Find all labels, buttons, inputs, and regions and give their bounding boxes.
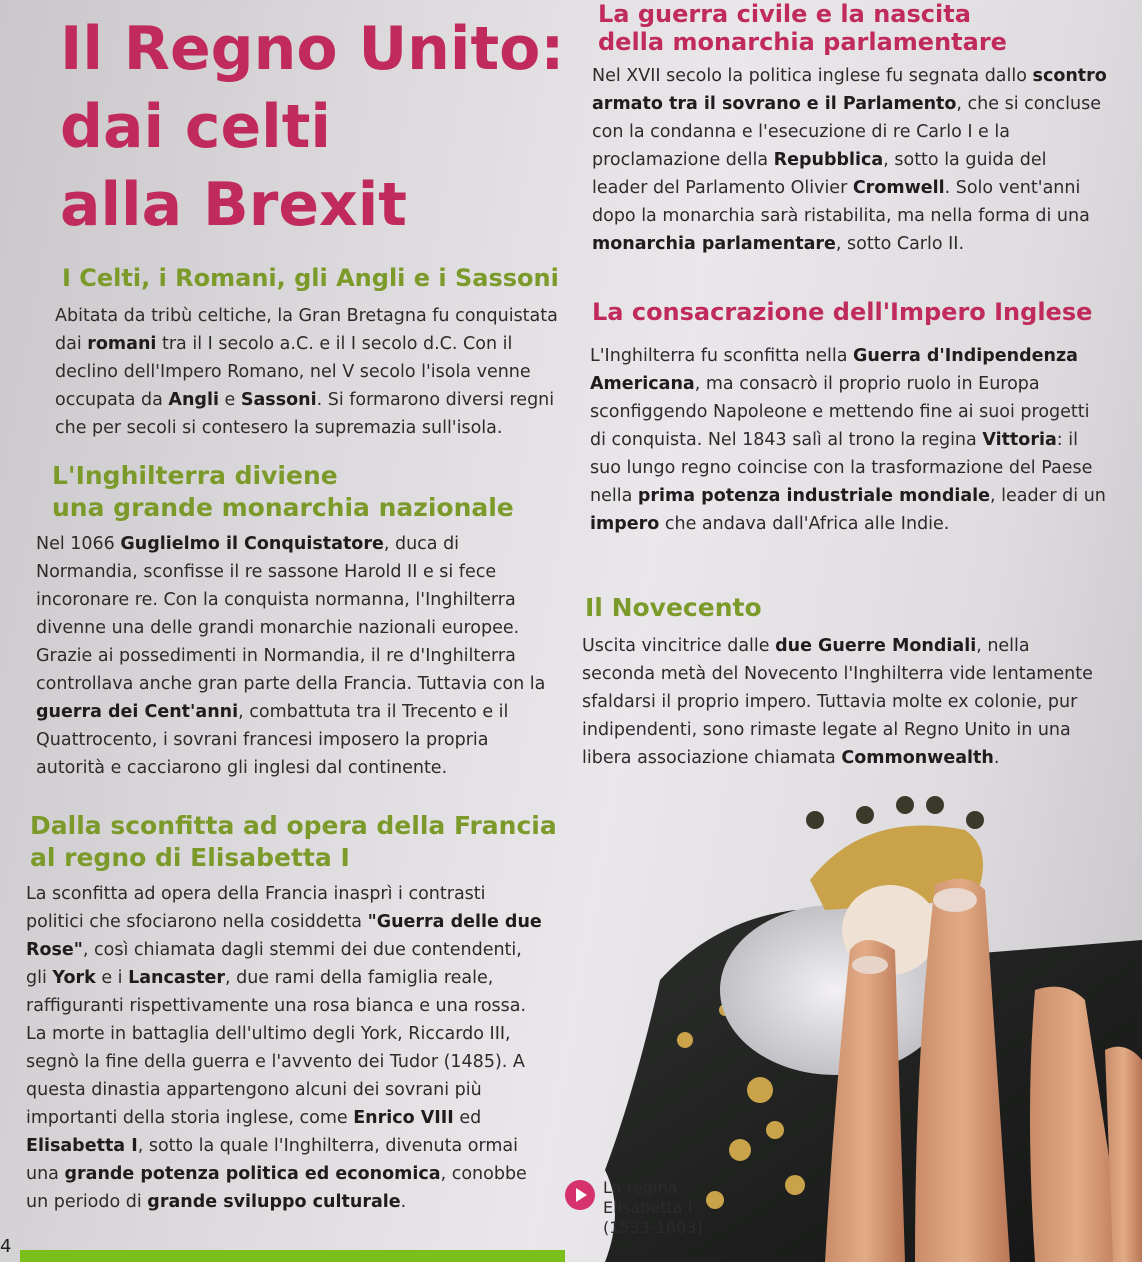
- heading-elisabetta: Dalla sconfitta ad opera della Francia al regno di Elisabetta I: [30, 811, 557, 872]
- textbook-page: Il Regno Unito: dai celti alla Brexit I Celti, i Romani, gli Angli e i Sassoni Abitata da tribù celtiche, la Gran Bretagna fu conquistata dai romani tra il I secolo a.C. e il I secolo d.C. Con il declino dell'Impero Romano, nel V secolo l'isola venne occupata da Angli e Sassoni. Si formarono diversi regni che per secoli si contesero la supremazia sull'isola. L'Inghilterra diviene una grande monarchia nazionale Nel 1066 Guglielmo il Conquistatore, duca di Normandia, sconfisse il re sassone Harold II e si fece incoronare re. Con la conquista normanna, l'Inghilterra divenne una delle grandi monarchie nazionali europee. Grazie ai possedimenti in Normandia, il re d'Inghilterra controllava anche gran parte della Francia. Tuttavia con la guerra dei Cent'anni, combattuta tra il Trecento e il Quattrocento, i sovrani francesi imposero la propria autorità e cacciarono gli inglesi dal continente. Dalla sconfitta ad opera della Francia al regno di Elisabetta I La sconfitta ad opera della Francia inasprì i contrasti politici che sfociarono nella cosiddetta "Guerra delle due Rose", così chiamata dagli stemmi dei due contendenti, gli York e i Lancaster, due rami della famiglia reale, raffiguranti rispettivamente una rosa bianca e una rossa. La morte in battaglia dell'ultimo degli York, Riccardo III, segnò la fine della guerra e l'avvento dei Tudor (1485). A questa dinastia appartengono alcuni dei sovrani più importanti della storia inglese, come Enrico VIII ed Elisabetta I, sotto la quale l'Inghilterra, divenuta ormai una grande potenza politica ed economica, conobbe un periodo di grande sviluppo culturale. La guerra civile e la nascita della monarchia parlamentare Nel XVII secolo la politica inglese fu segnata dallo scontro armato tra il sovrano e il Parlamento, che si concluse con la condanna e l'esecuzione di re Carlo I e la proclamazione della Repubblica, sotto la guida del leader del Parlamento Olivier Cromwell. Solo vent'anni dopo la monarchia sarà ristabilita, ma nella forma di una monarchia parlamentare, sotto Carlo II. La consacrazione dell'Impero Inglese L'Inghilterra fu sconfitta nella Guerra d'Indipendenza Americana, ma consacrò il proprio ruolo in Europa sconfiggendo Napoleone e mettendo fine ai suoi progetti di conquista. Nel 1843 salì al trono la regina Vittoria: il suo lungo regno coincise con la trasformazione del Paese nella prima potenza industriale mondiale, leader di un impero che andava dall'Africa alle Indie. Il Novecento Uscita vincitrice dalle due Guerre Mondiali, nella seconda metà del Novecento l'Inghilterra vide lentamente sfaldarsi il proprio impero. Tuttavia molte ex colonie, pur indipendenti, sono rimaste legate al Regno Unito in una libera associazione chiamata Commonwealth. La regina Elisabetta I (1533-1603) 4: [0, 0, 1142, 1262]
- footer-bar: [20, 1250, 565, 1262]
- paragraph-elisabetta: La sconfitta ad opera della Francia inasprì i contrasti politici che sfociarono nella cosiddetta "Guerra delle due Rose", così chiamata dagli stemmi dei due contendenti, gli York e i Lancaster, due rami della famiglia reale, raffiguranti rispettivamente una rosa bianca e una rossa. La morte in battaglia dell'ultimo degli York, Riccardo III, segnò la fine della guerra e l'avvento dei Tudor (1485). A questa dinastia appartengono alcuni dei sovrani più importanti della storia inglese, come Enrico VIII ed Elisabetta I, sotto la quale l'Inghilterra, divenuta ormai una grande potenza politica ed economica, conobbe un periodo di grande sviluppo culturale.: [26, 884, 542, 1212]
- paragraph-guerra-civile: Nel XVII secolo la politica inglese fu segnata dallo scontro armato tra il sovrano e il Parlamento, che si concluse con la condanna e l'esecuzione di re Carlo I e la proclamazione della Repubblica, sotto la guida del leader del Parlamento Olivier Cromwell. Solo vent'anni dopo la monarchia sarà ristabilita, ma nella forma di una monarchia parlamentare, sotto Carlo II.: [592, 66, 1107, 254]
- paragraph-novecento: Uscita vincitrice dalle due Guerre Mondiali, nella seconda metà del Novecento l'Inghilterra vide lentamente sfaldarsi il proprio impero. Tuttavia molte ex colonie, pur indipendenti, sono rimaste legate al Regno Unito in una libera associazione chiamata Commonwealth.: [582, 636, 1093, 768]
- page-title: Il Regno Unito: dai celti alla Brexit: [60, 14, 565, 240]
- heading-impero: La consacrazione dell'Impero Inglese: [592, 298, 1093, 326]
- heading-guerra-civile: La guerra civile e la nascita della monarchia parlamentare: [598, 0, 1007, 56]
- heading-novecento: Il Novecento: [585, 593, 762, 622]
- heading-celti: I Celti, i Romani, gli Angli e i Sassoni: [62, 264, 559, 292]
- paragraph-monarchia: Nel 1066 Guglielmo il Conquistatore, duca di Normandia, sconfisse il re sassone Harold II e si fece incoronare re. Con la conquista normanna, l'Inghilterra divenne una delle grandi monarchie nazionali europee. Grazie ai possedimenti in Normandia, il re d'Inghilterra controllava anche gran parte della Francia. Tuttavia con la guerra dei Cent'anni, combattuta tra il Trecento e il Quattrocento, i sovrani francesi imposero la propria autorità e cacciarono gli inglesi dal continente.: [36, 534, 546, 778]
- play-icon[interactable]: [565, 1180, 595, 1210]
- heading-monarchia: L'Inghilterra diviene una grande monarchia nazionale: [52, 461, 514, 522]
- paragraph-celti: Abitata da tribù celtiche, la Gran Bretagna fu conquistata dai romani tra il I secolo a.C. e il I secolo d.C. Con il declino dell'Impero Romano, nel V secolo l'isola venne occupata da Angli e Sassoni. Si formarono diversi regni che per secoli si contesero la supremazia sull'isola.: [55, 306, 558, 438]
- paragraph-impero: L'Inghilterra fu sconfitta nella Guerra d'Indipendenza Americana, ma consacrò il proprio ruolo in Europa sconfiggendo Napoleone e mettendo fine ai suoi progetti di conquista. Nel 1843 salì al trono la regina Vittoria: il suo lungo regno coincise con la trasformazione del Paese nella prima potenza industriale mondiale, leader di un impero che andava dall'Africa alle Indie.: [590, 346, 1106, 534]
- page-number: 4: [0, 1236, 12, 1257]
